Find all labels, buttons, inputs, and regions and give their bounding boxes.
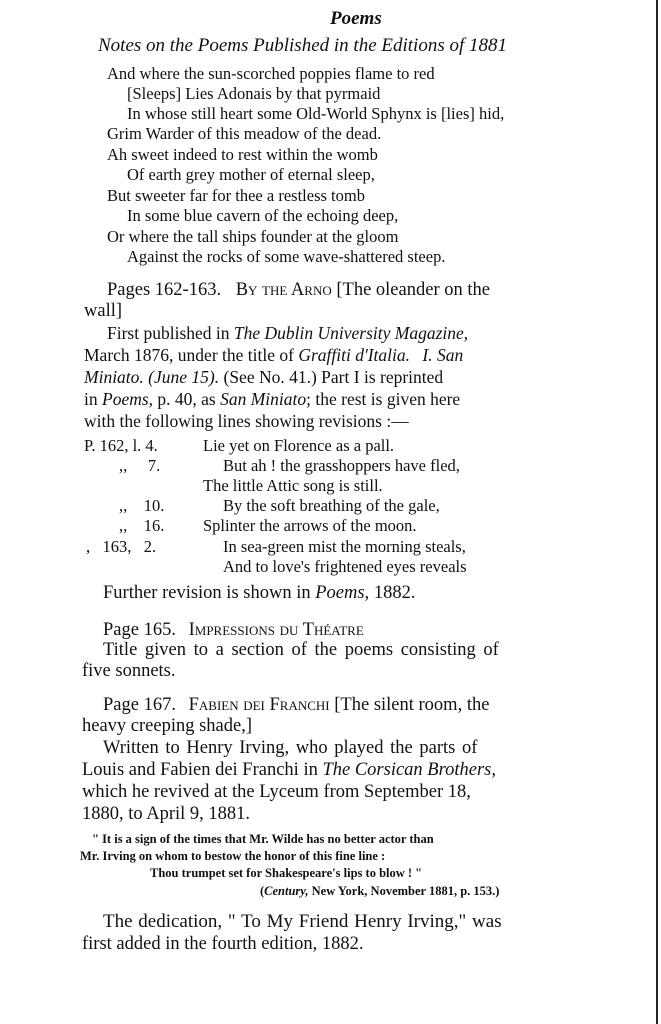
revision-ref: ,, 16. — [119, 516, 165, 535]
revision-text: By the soft breathing of the gale, — [223, 496, 440, 515]
verse-line: But sweeter far for thee a restless tomb — [107, 186, 365, 205]
paragraph-line: which he revived at the Lyceum from September 18, — [82, 782, 471, 802]
revision-text: But ah ! the grasshoppers have fled, — [223, 456, 460, 475]
paragraph-line: Further revision is shown in Poems, 1882. — [103, 583, 416, 603]
verse-line: [Sleeps] Lies Adonais by that pyrmaid — [127, 84, 381, 103]
paragraph-line: five sonnets. — [82, 661, 176, 681]
quote-line: Thou trumpet set for Shakespeare's lips to blow ! " — [150, 866, 423, 880]
paragraph-line: with the following lines showing revisions :— — [84, 411, 409, 431]
revision-ref: , 163, 2. — [86, 537, 157, 556]
revision-text: Lie yet on Florence as a pall. — [203, 436, 395, 455]
paragraph-line: First published in The Dublin University Magazine, — [107, 323, 469, 343]
verse-line: And where the sun-scorched poppies flame to red — [107, 64, 435, 83]
revision-ref: ,, 7. — [119, 456, 161, 475]
quote-source: (Century, New York, November 1881, p. 153.) — [260, 884, 500, 898]
quote-line: Mr. Irving on whom to bestow the honor of this fine line : — [80, 849, 386, 863]
paragraph-line: March 1876, under the title of Graffiti d'Italia. I. San — [84, 345, 464, 365]
paragraph-line: Louis and Fabien dei Franchi in The Corsican Brothers, — [82, 760, 496, 780]
note-heading-arno-cont: wall] — [84, 301, 123, 321]
note-heading-fabien: Page 167. Fabien dei Franchi [The silent room, the — [103, 695, 490, 715]
verse-line: In whose still heart some Old-World Sphynx is [lies] hid, — [127, 104, 505, 123]
verse-line: Or where the tall ships founder at the gloom — [107, 227, 399, 246]
revision-text: The little Attic song is still. — [203, 476, 383, 495]
note-heading-arno: Pages 162-163. By the Arno [The oleander on the — [107, 280, 490, 300]
note-heading-fabien-cont: heavy creeping shade,] — [82, 716, 253, 736]
revision-ref: ,, 10. — [119, 496, 165, 515]
section-title: Notes on the Poems Published in the Editions of 1881 — [98, 35, 507, 56]
running-title: Poems — [330, 8, 382, 29]
paragraph-line: first added in the fourth edition, 1882. — [82, 934, 364, 954]
paragraph-line: Written to Henry Irving, who played the parts of — [103, 738, 478, 758]
verse-line: Ah sweet indeed to rest within the womb — [107, 145, 378, 164]
page-edge-rule — [656, 0, 658, 1024]
revision-text: In sea-green mist the morning steals, — [223, 537, 466, 556]
paragraph-line: Miniato. (June 15). (See No. 41.) Part I is reprinted — [84, 367, 444, 387]
verse-line: Grim Warder of this meadow of the dead. — [107, 124, 382, 143]
note-heading-theatre: Page 165. Impressions du Théatre — [103, 620, 364, 640]
verse-line: Of earth grey mother of eternal sleep, — [127, 165, 375, 184]
revision-ref: P. 162, l. 4. — [84, 436, 158, 455]
quote-line: " It is a sign of the times that Mr. Wilde has no better actor than — [92, 832, 434, 846]
paragraph-line: Title given to a section of the poems consisting of — [103, 640, 499, 660]
paragraph-line: The dedication, " To My Friend Henry Irving," was — [103, 911, 502, 932]
paragraph-line: in Poems, p. 40, as San Miniato; the rest is given here — [84, 389, 461, 409]
revision-text: Splinter the arrows of the moon. — [203, 516, 417, 535]
paragraph-line: 1880, to April 9, 1881. — [82, 804, 251, 824]
verse-line: In some blue cavern of the echoing deep, — [127, 206, 399, 225]
revision-text: And to love's frightened eyes reveals — [223, 557, 467, 576]
verse-line: Against the rocks of some wave-shattered steep. — [127, 247, 446, 266]
